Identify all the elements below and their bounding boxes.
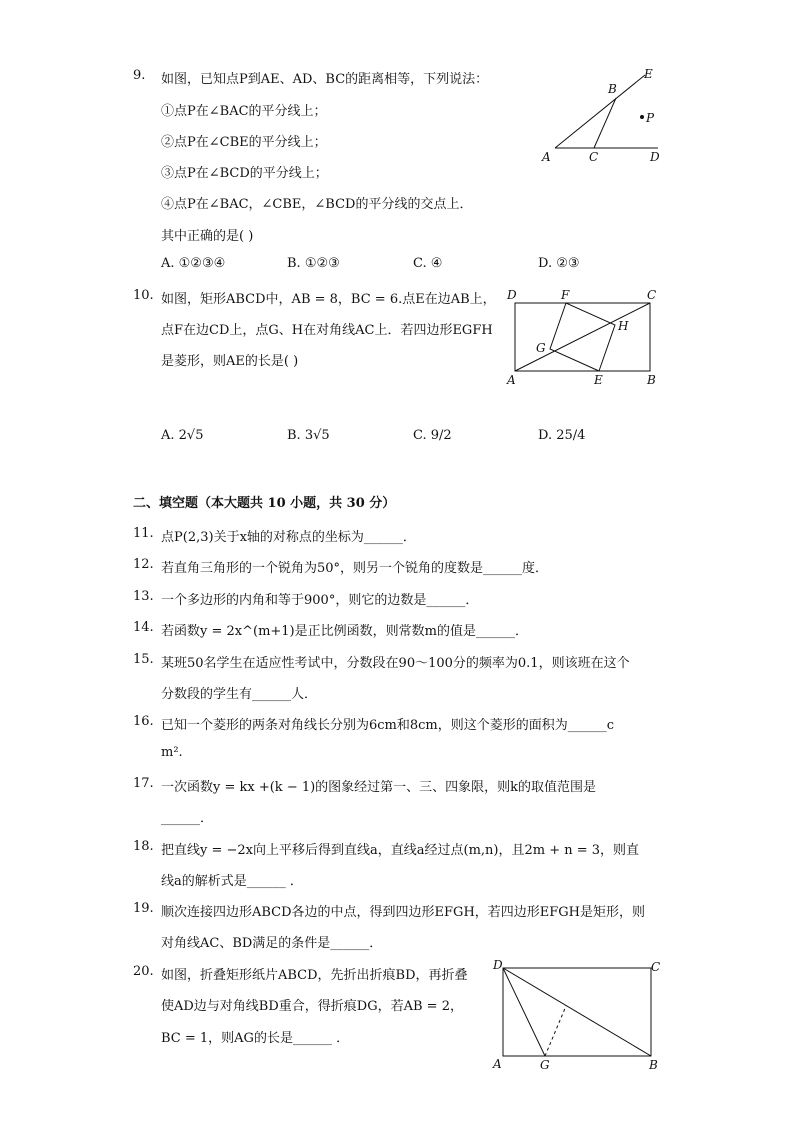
label-e: E	[644, 67, 653, 81]
q15-text: 某班50名学生在适应性考试中，分数段在90～100分的频率为0.1，则该班在这个	[161, 656, 630, 671]
label-g: G	[540, 1058, 550, 1072]
q18-text-2: 线a的解析式是______ ．	[161, 874, 303, 889]
q19-number: 19.	[133, 901, 154, 916]
line-bc	[594, 98, 616, 148]
q11-text: 点P(2,3)关于x轴的对称点的坐标为______．	[161, 530, 416, 545]
q19-text: 顺次连接四边形ABCD各边的中点，得到四边形EFGH，若四边形EFGH是矩形，则	[161, 905, 646, 920]
crease-dg	[503, 968, 545, 1056]
crease-bd	[503, 968, 651, 1056]
label-b: B	[608, 82, 617, 96]
q15-number: 15.	[133, 652, 154, 667]
q12-number: 12.	[133, 557, 154, 572]
q9-option-c[interactable]: C. ④	[413, 256, 443, 271]
q9-item-4: ④点P在∠BAC，∠CBE，∠BCD的平分线的交点上．	[161, 197, 473, 212]
q14-text: 若函数y = 2x^(m+1)是正比例函数，则常数m的值是______．	[161, 624, 528, 639]
label-d: D	[493, 958, 503, 972]
q20-number: 20.	[133, 964, 154, 979]
q17-text-2: ______．	[161, 811, 214, 826]
q9-option-b[interactable]: B. ①②③	[287, 256, 340, 271]
q10-option-d[interactable]: D. 25/4	[538, 428, 586, 443]
q10-figure	[500, 285, 670, 390]
point-p	[640, 115, 644, 119]
label-b: B	[647, 373, 656, 387]
q11-number: 11.	[133, 526, 154, 541]
label-f: F	[561, 288, 570, 302]
q9-stem: 如图，已知点P到AE、AD、BC的距离相等，下列说法：	[161, 72, 489, 87]
q20-text-2: 使AD边与对角线BD重合，得折痕DG，若AB = 2，	[161, 999, 463, 1014]
label-c: C	[651, 960, 661, 974]
q10-line-1: 如图，矩形ABCD中，AB = 8，BC = 6.点E在边AB上，	[161, 292, 496, 307]
label-e: E	[594, 373, 603, 387]
q12-text: 若直角三角形的一个锐角为50°，则另一个锐角的度数是______度．	[161, 561, 549, 576]
q13-number: 13.	[133, 589, 154, 604]
q15-text-2: 分数段的学生有______人．	[161, 687, 318, 702]
q9-item-3: ③点P在∠BCD的平分线上；	[161, 166, 328, 181]
q10-option-c[interactable]: C. 9/2	[413, 428, 452, 443]
q16-number: 16.	[133, 714, 154, 729]
fold-dashed-line	[545, 1006, 566, 1056]
q14-number: 14.	[133, 620, 154, 635]
section-title: 二、填空题（本大题共 10 小题，共 30 分）	[133, 496, 396, 511]
label-b: B	[649, 1058, 658, 1072]
label-d: D	[650, 150, 660, 164]
label-a: A	[493, 1057, 502, 1071]
q16-text-2: m².	[161, 745, 183, 760]
q18-text: 把直线y = −2x向上平移后得到直线a，直线a经过点(m,n)，且2m + n = 3，则直	[161, 843, 640, 858]
q9-number: 9.	[133, 68, 146, 83]
diagonal-ac	[515, 303, 650, 371]
q18-number: 18.	[133, 839, 154, 854]
q9-item-1: ①点P在∠BAC的平分线上；	[161, 104, 327, 119]
label-h: H	[618, 319, 629, 333]
q19-text-2: 对角线AC、BD满足的条件是______．	[161, 936, 383, 951]
q10-line-2: 点F在边CD上，点G、H在对角线AC上．若四边形EGFH	[161, 323, 493, 338]
q9-ask: 其中正确的是( )	[161, 229, 254, 244]
q20-text: 如图，折叠矩形纸片ABCD，先折出折痕BD，再折叠	[161, 968, 468, 983]
q16-text: 已知一个菱形的两条对角线长分别为6cm和8cm，则这个菱形的面积为______c	[161, 718, 615, 733]
q10-number: 10.	[133, 288, 154, 303]
q20-text-3: BC = 1，则AG的长是______ ．	[161, 1031, 350, 1046]
label-a: A	[507, 373, 516, 387]
q10-option-a[interactable]: A. 2√5	[161, 428, 204, 443]
label-g: G	[536, 341, 546, 355]
q9-option-a[interactable]: A. ①②③④	[161, 256, 226, 271]
q9-option-d[interactable]: D. ②③	[538, 256, 580, 271]
q9-item-2: ②点P在∠CBE的平分线上；	[161, 135, 327, 150]
label-a: A	[542, 150, 551, 164]
label-c: C	[647, 288, 657, 302]
q17-number: 17.	[133, 776, 154, 791]
q9-figure	[530, 60, 680, 170]
q13-text: 一个多边形的内角和等于900°，则它的边数是______．	[161, 593, 479, 608]
label-p: P	[646, 111, 655, 125]
label-d: D	[507, 288, 517, 302]
q10-line-3: 是菱形，则AE的长是( )	[161, 354, 299, 369]
q20-figure	[488, 955, 668, 1077]
q17-text: 一次函数y = kx +(k − 1)的图象经过第一、三、四象限，则k的取值范围是	[161, 780, 597, 795]
line-ae	[555, 75, 645, 148]
q10-option-b[interactable]: B. 3√5	[287, 428, 330, 443]
label-c: C	[589, 150, 599, 164]
